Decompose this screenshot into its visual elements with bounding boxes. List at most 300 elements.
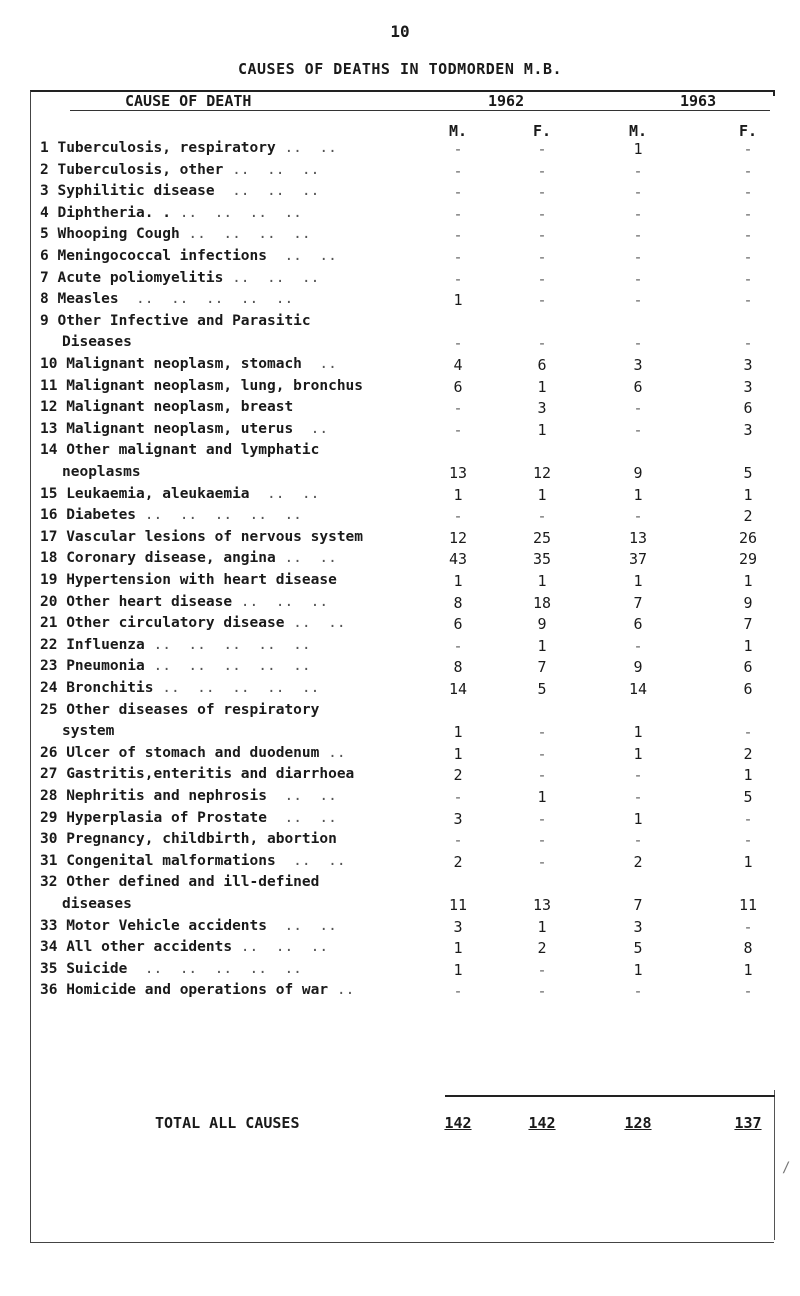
table-row (40, 248, 770, 268)
value-1962-male: - (453, 269, 463, 288)
value-1962-female: 25 (532, 528, 552, 547)
value-1962-male: 3 (453, 809, 463, 828)
cause-label (40, 507, 302, 523)
leader-dots: .. .. (284, 615, 346, 632)
value-1963-male: - (633, 636, 643, 655)
leader-dots: .. .. .. .. .. (153, 680, 320, 696)
year-1963-header: 1963 (680, 92, 717, 110)
cause-text: Malignant neoplasm, breast (66, 399, 294, 416)
value-1963-female: 11 (738, 896, 758, 914)
value-1962-female: 1 (537, 917, 547, 936)
table-row (40, 939, 770, 959)
cause-number: 24 (40, 680, 58, 696)
cause-label (40, 745, 346, 761)
value-1963-male: - (633, 248, 643, 266)
value-1963-female: - (743, 809, 753, 828)
table-row (40, 810, 770, 830)
cause-label (40, 313, 311, 329)
value-1962-male: 11 (448, 896, 468, 914)
value-1963-male: 14 (628, 680, 648, 698)
value-1963-male: 7 (633, 896, 643, 914)
cause-text: Congenital malformations (66, 852, 276, 869)
value-1963-male: - (633, 269, 643, 288)
leader-dots: .. (293, 420, 329, 437)
table-row (40, 831, 770, 851)
value-1963-female: 1 (743, 766, 753, 785)
value-1963-female: - (743, 291, 753, 310)
value-1963-male: - (633, 831, 643, 850)
value-1962-male: 4 (453, 356, 463, 374)
value-1963-male: - (633, 334, 643, 353)
cause-text: Leukaemia, aleukaemia (66, 485, 250, 502)
table-row (40, 486, 770, 506)
value-1962-male: 8 (453, 658, 463, 677)
value-1962-female: - (537, 852, 547, 871)
cause-label (40, 399, 293, 415)
cause-text: Pregnancy, childbirth, abortion (66, 831, 337, 848)
cause-text: Bronchitis (66, 680, 154, 696)
value-1963-female: 1 (743, 636, 753, 655)
cause-number: 5 (40, 226, 49, 243)
value-1962-female: - (537, 744, 547, 763)
value-1962-male: 6 (453, 377, 463, 396)
value-1962-female: - (537, 831, 547, 850)
leader-dots: .. .. (249, 485, 320, 502)
value-1962-female: 1 (537, 377, 547, 396)
cause-text: Whooping Cough (57, 226, 180, 243)
year-1962-header: 1962 (488, 92, 525, 110)
cause-number: 3 (40, 183, 49, 200)
cause-label (40, 874, 319, 890)
value-1963-male: 1 (633, 723, 643, 742)
table-row (40, 918, 770, 938)
value-1963-female: 3 (743, 356, 753, 374)
value-1962-male: 6 (453, 615, 463, 634)
value-1962-male: - (453, 507, 463, 526)
value-1963-female: 5 (743, 788, 753, 806)
table-row (40, 226, 770, 246)
cause-text: Measles (57, 291, 119, 308)
cause-label (40, 442, 319, 458)
value-1963-female: - (743, 183, 753, 202)
value-1963-female: 2 (743, 507, 753, 526)
value-1962-male: 1 (453, 939, 463, 958)
cause-label (40, 831, 337, 847)
cause-number: 36 (40, 982, 58, 999)
value-1962-female: - (537, 507, 547, 526)
value-1962-male: - (453, 831, 463, 850)
cause-text: Influenza (66, 636, 145, 653)
table-row (40, 313, 770, 333)
value-1962-male: - (453, 788, 463, 806)
value-1963-female: 2 (743, 744, 753, 763)
value-1962-male: 1 (453, 291, 463, 310)
value-1962-male: - (453, 204, 463, 223)
cause-text: Diphtheria. . (57, 204, 171, 221)
value-1963-male: - (633, 399, 643, 418)
table-row (40, 205, 770, 225)
table-row (40, 745, 770, 765)
value-1962-female: - (537, 140, 547, 158)
value-1962-male: - (453, 636, 463, 655)
table-row (40, 378, 770, 398)
table-row (40, 507, 770, 527)
total-1963-male: 128 (624, 1114, 652, 1132)
value-1963-male: - (633, 291, 643, 310)
value-1962-female: - (537, 334, 547, 353)
leader-dots: .. .. .. (223, 269, 320, 286)
cause-label (40, 270, 319, 286)
cause-number: 18 (40, 550, 58, 567)
value-1962-male: - (453, 248, 463, 266)
value-1963-male: 1 (633, 960, 643, 979)
value-1963-male: - (633, 788, 643, 806)
value-1962-female: - (537, 809, 547, 828)
value-1963-male: 3 (633, 917, 643, 936)
cause-number: 6 (40, 248, 49, 264)
cause-number: 34 (40, 939, 58, 956)
value-1963-female: 1 (743, 485, 753, 504)
value-1963-male: - (633, 420, 643, 439)
value-1963-male: 6 (633, 615, 643, 634)
value-1962-female: - (537, 269, 547, 288)
cause-text: Ulcer of stomach and duodenum (66, 744, 320, 761)
cause-label (40, 421, 328, 437)
value-1963-female: 5 (743, 464, 753, 482)
value-1963-female: 6 (743, 658, 753, 677)
leader-dots: .. .. .. (232, 939, 329, 956)
value-1963-female: 7 (743, 615, 753, 634)
cause-continuation: Diseases (62, 334, 132, 351)
cause-text: Malignant neoplasm, stomach (66, 356, 302, 372)
value-1963-male: 3 (633, 356, 643, 374)
value-1962-male: - (453, 399, 463, 418)
page-title: CAUSES OF DEATHS IN TODMORDEN M.B. (237, 60, 563, 78)
col-1962-female-header: F. (532, 122, 552, 140)
value-1962-male: - (453, 183, 463, 202)
value-1963-female: 6 (743, 680, 753, 698)
margin-mark: / (782, 1160, 791, 1176)
table-row (40, 442, 770, 462)
total-1963-female: 137 (734, 1114, 762, 1132)
cause-number: 13 (40, 420, 58, 437)
cause-number: 31 (40, 852, 58, 869)
value-1963-female: 8 (743, 939, 753, 958)
value-1963-male: 1 (633, 744, 643, 763)
cause-number: 16 (40, 507, 58, 524)
value-1963-male: 13 (628, 528, 648, 547)
table-row (40, 140, 770, 160)
table-row (40, 766, 770, 786)
value-1962-male: 1 (453, 744, 463, 763)
value-1962-female: 7 (537, 658, 547, 677)
cause-number: 11 (40, 377, 58, 394)
cause-number: 8 (40, 291, 49, 308)
value-1962-female: - (537, 960, 547, 979)
value-1962-female: - (537, 291, 547, 310)
cause-label (40, 702, 319, 718)
value-1962-female: 2 (537, 939, 547, 958)
leader-dots: .. .. .. (232, 593, 329, 610)
table-row (40, 788, 770, 808)
table-row-continuation (40, 723, 770, 743)
table-row (40, 658, 770, 678)
cause-text: Malignant neoplasm, uterus (66, 420, 294, 437)
value-1963-female: - (743, 204, 753, 223)
leader-dots: .. .. (266, 248, 337, 264)
value-1962-female: 1 (537, 572, 547, 590)
cause-label (40, 810, 337, 826)
value-1963-male: 2 (633, 852, 643, 871)
cause-column-header: CAUSE OF DEATH (125, 92, 252, 110)
cause-text: Tuberculosis, other (57, 161, 224, 178)
value-1962-male: 14 (448, 680, 468, 698)
table-row-continuation (40, 464, 770, 484)
value-1962-female: 1 (537, 636, 547, 655)
total-1962-female: 142 (528, 1114, 556, 1132)
table-row (40, 572, 770, 592)
cause-label (40, 248, 337, 264)
cause-number: 33 (40, 917, 58, 934)
leader-dots: .. .. (267, 809, 337, 826)
value-1962-male: 3 (453, 917, 463, 936)
cause-text: Tuberculosis, respiratory (57, 140, 276, 156)
cause-number: 29 (40, 809, 58, 826)
value-1963-male: 1 (633, 485, 643, 504)
value-1963-male: - (633, 161, 643, 180)
cause-label (40, 637, 311, 653)
cause-label (40, 853, 346, 869)
value-1963-female: 1 (743, 960, 753, 979)
value-1963-male: 9 (633, 658, 643, 677)
value-1962-male: 2 (453, 852, 463, 871)
table-row (40, 982, 770, 1002)
value-1962-male: 1 (453, 572, 463, 590)
value-1963-female: - (743, 982, 753, 1001)
value-1962-male: 1 (453, 485, 463, 504)
value-1962-female: 3 (537, 399, 547, 418)
cause-text: Malignant neoplasm, lung, bronchus (66, 377, 364, 394)
cause-number: 10 (40, 356, 58, 372)
cause-label (40, 961, 302, 977)
leader-dots: .. (319, 744, 346, 761)
value-1962-male: 43 (448, 550, 468, 569)
cause-number: 23 (40, 658, 58, 675)
value-1963-male: - (633, 226, 643, 245)
cause-text: Suicide (66, 960, 128, 977)
value-1962-male: 1 (453, 723, 463, 742)
value-1962-female: 18 (532, 593, 552, 612)
value-1962-male: 12 (448, 528, 468, 547)
cause-text: Syphilitic disease (57, 183, 215, 200)
right-edge-rule (774, 1090, 775, 1240)
cause-label (40, 658, 311, 674)
value-1962-female: 5 (537, 680, 547, 698)
value-1962-female: 35 (532, 550, 552, 569)
leader-dots: .. .. (275, 140, 337, 156)
col-1963-female-header: F. (738, 122, 758, 140)
value-1963-male: - (633, 183, 643, 202)
cause-text: Gastritis,enteritis and diarrhoea (66, 766, 355, 783)
value-1962-female: 1 (537, 788, 547, 806)
leader-dots: .. .. .. .. .. (144, 636, 311, 653)
total-rule (445, 1095, 775, 1097)
cause-text: Other defined and ill-defined (66, 874, 320, 891)
cause-text: Motor Vehicle accidents (66, 917, 267, 934)
value-1963-female: 6 (743, 399, 753, 418)
value-1963-female: - (743, 269, 753, 288)
table-row (40, 421, 770, 441)
cause-number: 19 (40, 572, 58, 588)
cause-label (40, 550, 337, 566)
cause-label (40, 918, 337, 934)
cause-label (40, 183, 319, 199)
cause-label (40, 205, 302, 221)
value-1963-male: 6 (633, 377, 643, 396)
value-1962-male: 13 (448, 464, 468, 482)
value-1962-male: - (453, 334, 463, 353)
value-1962-male: 8 (453, 593, 463, 612)
cause-text: Other circulatory disease (66, 615, 285, 632)
value-1963-female: 26 (738, 528, 758, 547)
leader-dots: .. (328, 982, 355, 999)
cause-continuation: diseases (62, 896, 132, 912)
value-1962-male: - (453, 161, 463, 180)
cause-text: Acute poliomyelitis (57, 269, 224, 286)
value-1963-female: - (743, 140, 753, 158)
cause-number: 25 (40, 701, 58, 718)
value-1963-female: - (743, 831, 753, 850)
value-1963-female: - (743, 334, 753, 353)
cause-label (40, 788, 337, 804)
cause-text: Other heart disease (66, 593, 233, 610)
value-1963-female: 3 (743, 377, 753, 396)
leader-dots: .. .. .. .. (170, 204, 302, 221)
value-1962-female: 13 (532, 896, 552, 914)
cause-number: 4 (40, 204, 49, 221)
value-1962-male: - (453, 140, 463, 158)
cause-number: 28 (40, 788, 58, 804)
value-1963-female: 9 (743, 593, 753, 612)
value-1963-male: 1 (633, 809, 643, 828)
leader-dots: .. .. .. (223, 161, 320, 178)
value-1962-male: - (453, 982, 463, 1001)
cause-text: All other accidents (66, 939, 233, 956)
leader-dots: .. .. .. .. .. (144, 658, 311, 675)
value-1962-male: 1 (453, 960, 463, 979)
table-row (40, 961, 770, 981)
value-1962-male: 2 (453, 766, 463, 785)
cause-text: Nephritis and nephrosis (66, 788, 267, 804)
leader-dots: .. .. .. (214, 183, 320, 200)
table-row (40, 637, 770, 657)
cause-number: 17 (40, 528, 58, 545)
cause-number: 27 (40, 766, 58, 783)
value-1962-male: - (453, 420, 463, 439)
cause-continuation: neoplasms (62, 464, 141, 480)
cause-text: Other diseases of respiratory (66, 701, 320, 718)
value-1962-female: 1 (537, 420, 547, 439)
value-1963-female: - (743, 248, 753, 266)
leader-dots: .. (301, 356, 337, 372)
leader-dots: .. .. .. .. .. (136, 507, 302, 524)
cause-number: 20 (40, 593, 58, 610)
cause-number: 14 (40, 442, 58, 459)
value-1963-male: - (633, 507, 643, 526)
cause-number: 22 (40, 636, 58, 653)
cause-label (40, 766, 354, 782)
value-1963-male: 7 (633, 593, 643, 612)
table-row (40, 291, 770, 311)
cause-label (40, 378, 363, 394)
value-1962-male: - (453, 226, 463, 245)
table-row (40, 615, 770, 635)
cause-label (40, 572, 337, 588)
cause-number: 1 (40, 140, 49, 156)
value-1962-female: 1 (537, 485, 547, 504)
value-1962-female: 6 (537, 356, 547, 374)
table-row (40, 162, 770, 182)
table-row (40, 702, 770, 722)
cause-text: Hypertension with heart disease (66, 572, 337, 588)
cause-label (40, 615, 346, 631)
table-row (40, 183, 770, 203)
value-1963-female: 29 (738, 550, 758, 569)
leader-dots: .. .. .. .. .. (127, 960, 302, 977)
value-1963-female: - (743, 226, 753, 245)
value-1963-female: 1 (743, 572, 753, 590)
table-row (40, 356, 770, 376)
cause-text: Coronary disease, angina (66, 550, 276, 567)
total-row (0, 1114, 800, 1136)
value-1962-female: 12 (532, 464, 552, 482)
table-row (40, 853, 770, 873)
table-row (40, 680, 770, 700)
table-row-continuation (40, 334, 770, 354)
value-1962-female: - (537, 248, 547, 266)
leader-dots: .. .. .. .. (179, 226, 311, 243)
value-1962-female: - (537, 183, 547, 202)
leader-dots: .. .. (275, 852, 346, 869)
value-1963-male: - (633, 204, 643, 223)
value-1963-male: - (633, 766, 643, 785)
value-1962-female: - (537, 161, 547, 180)
cause-text: Vascular lesions of nervous system (66, 528, 364, 545)
cause-text: Other malignant and lymphatic (66, 442, 320, 459)
cause-label (40, 226, 311, 242)
cause-text: Diabetes (66, 507, 137, 524)
value-1963-female: 3 (743, 420, 753, 439)
cause-label (40, 939, 328, 955)
value-1963-female: - (743, 917, 753, 936)
cause-label (40, 680, 319, 696)
total-1962-male: 142 (444, 1114, 472, 1132)
cause-label (40, 140, 337, 156)
leader-dots: .. .. (275, 550, 337, 567)
leader-dots: .. .. .. .. .. (118, 291, 294, 308)
cause-text: Other Infective and Parasitic (57, 312, 311, 329)
leader-dots: .. .. (267, 788, 337, 804)
table-row (40, 529, 770, 549)
value-1963-female: - (743, 723, 753, 742)
cause-number: 32 (40, 874, 58, 891)
value-1963-male: 1 (633, 572, 643, 590)
cause-label (40, 291, 293, 307)
cause-label (40, 594, 328, 610)
col-1963-male-header: M. (628, 122, 648, 140)
value-1963-male: - (633, 982, 643, 1001)
cause-text: Homicide and operations of war (66, 982, 329, 999)
